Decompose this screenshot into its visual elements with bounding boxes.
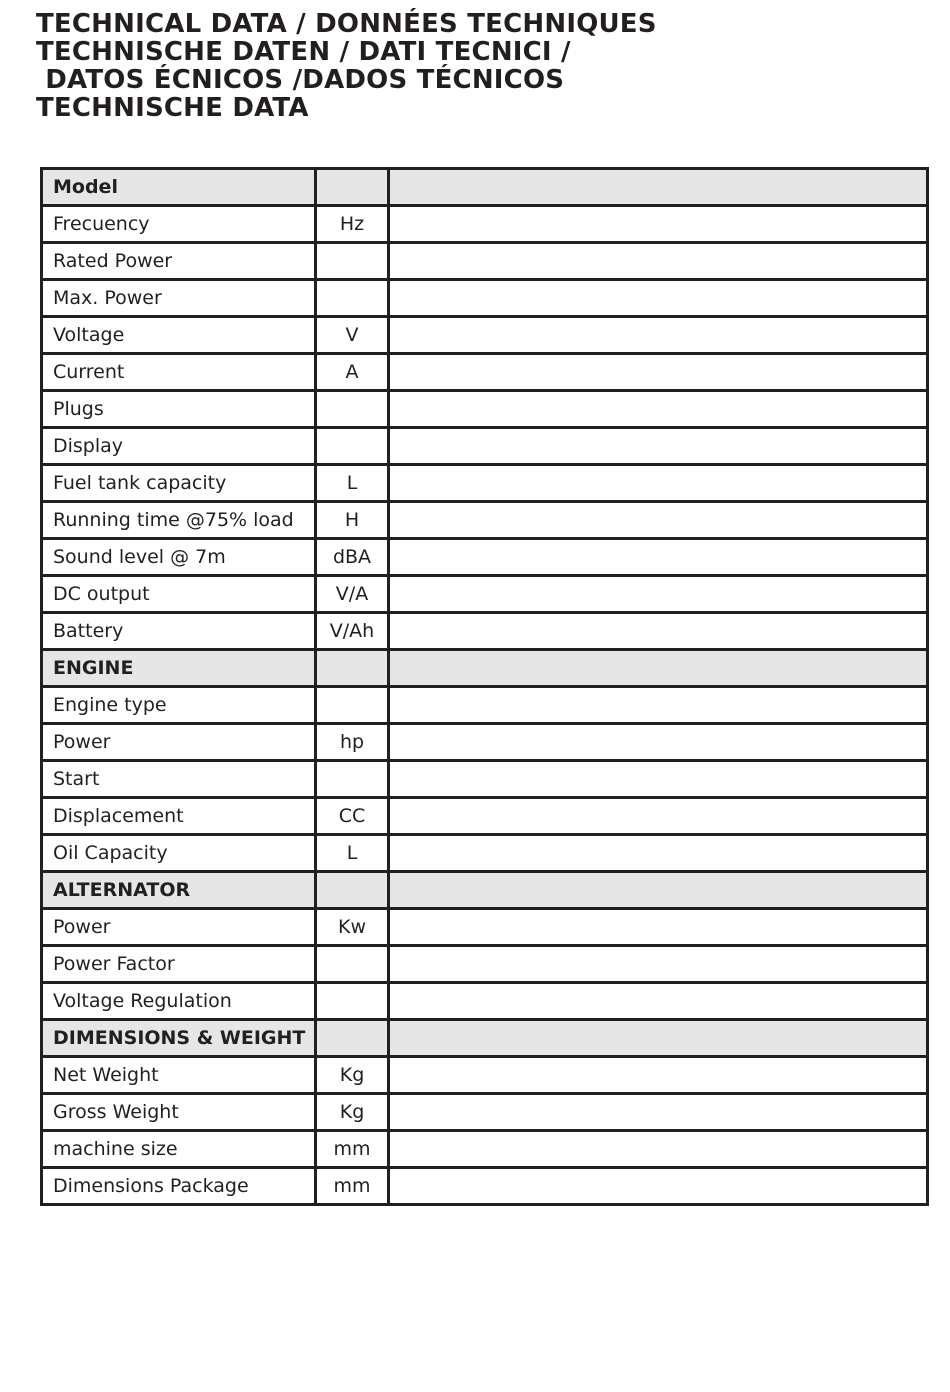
table-row xyxy=(42,539,928,576)
row-value xyxy=(389,650,928,687)
row-unit: V/A xyxy=(316,576,389,613)
row-value xyxy=(389,243,928,280)
row-unit xyxy=(316,280,389,317)
row-label: Rated Power xyxy=(42,243,316,280)
table-row xyxy=(42,946,928,983)
table-row xyxy=(42,687,928,724)
row-value xyxy=(389,1168,928,1205)
row-unit: mm xyxy=(316,1131,389,1168)
row-unit: Hz xyxy=(316,206,389,243)
row-value xyxy=(389,1020,928,1057)
row-unit: mm xyxy=(316,1168,389,1205)
row-value xyxy=(389,761,928,798)
row-value xyxy=(389,724,928,761)
row-unit xyxy=(316,872,389,909)
row-label: Engine type xyxy=(42,687,316,724)
row-unit xyxy=(316,687,389,724)
row-value xyxy=(389,909,928,946)
row-label: Net Weight xyxy=(42,1057,316,1094)
table-row xyxy=(42,835,928,872)
row-unit: Kw xyxy=(316,909,389,946)
table-row xyxy=(42,1094,928,1131)
row-unit: L xyxy=(316,835,389,872)
table-row xyxy=(42,724,928,761)
row-label: Display xyxy=(42,428,316,465)
row-label: DC output xyxy=(42,576,316,613)
row-value xyxy=(389,169,928,206)
row-unit: Kg xyxy=(316,1094,389,1131)
technical-data-table-body xyxy=(42,169,928,1205)
row-label: Fuel tank capacity xyxy=(42,465,316,502)
table-row xyxy=(42,761,928,798)
table-row xyxy=(42,206,928,243)
row-unit xyxy=(316,1020,389,1057)
row-label: Gross Weight xyxy=(42,1094,316,1131)
page-title xyxy=(36,10,657,122)
row-value xyxy=(389,428,928,465)
table-row xyxy=(42,243,928,280)
row-value xyxy=(389,798,928,835)
row-label: Power xyxy=(42,909,316,946)
row-value xyxy=(389,946,928,983)
row-label: DIMENSIONS & WEIGHT xyxy=(42,1020,316,1057)
row-label: Oil Capacity xyxy=(42,835,316,872)
row-unit: A xyxy=(316,354,389,391)
row-unit xyxy=(316,761,389,798)
row-unit xyxy=(316,983,389,1020)
table-row xyxy=(42,576,928,613)
row-label: Running time @75% load xyxy=(42,502,316,539)
row-label: Voltage Regulation xyxy=(42,983,316,1020)
row-value xyxy=(389,835,928,872)
row-value xyxy=(389,280,928,317)
title-line: TECHNISCHE DATA xyxy=(36,93,309,123)
title-line: TECHNICAL DATA / DONNÉES TECHNIQUES xyxy=(36,9,657,39)
row-value xyxy=(389,354,928,391)
row-value xyxy=(389,465,928,502)
row-label: ALTERNATOR xyxy=(42,872,316,909)
table-row xyxy=(42,428,928,465)
table-row xyxy=(42,909,928,946)
row-label: ENGINE xyxy=(42,650,316,687)
technical-data-table xyxy=(40,167,929,1206)
row-label: Dimensions Package xyxy=(42,1168,316,1205)
row-unit: V xyxy=(316,317,389,354)
row-value xyxy=(389,1131,928,1168)
row-value xyxy=(389,502,928,539)
row-label: Power Factor xyxy=(42,946,316,983)
row-label: Model xyxy=(42,169,316,206)
table-row xyxy=(42,391,928,428)
table-row xyxy=(42,613,928,650)
row-unit xyxy=(316,428,389,465)
row-value xyxy=(389,1094,928,1131)
section-header-row xyxy=(42,169,928,206)
row-value xyxy=(389,613,928,650)
row-unit xyxy=(316,946,389,983)
row-unit: H xyxy=(316,502,389,539)
row-label: Battery xyxy=(42,613,316,650)
table-row xyxy=(42,1168,928,1205)
row-unit: L xyxy=(316,465,389,502)
row-unit xyxy=(316,391,389,428)
row-value xyxy=(389,872,928,909)
row-value xyxy=(389,317,928,354)
table-row xyxy=(42,354,928,391)
section-header-row xyxy=(42,872,928,909)
table-row xyxy=(42,317,928,354)
section-header-row xyxy=(42,1020,928,1057)
row-value xyxy=(389,983,928,1020)
table-row xyxy=(42,280,928,317)
row-label: Current xyxy=(42,354,316,391)
row-label: Frecuency xyxy=(42,206,316,243)
row-label: Plugs xyxy=(42,391,316,428)
table-row xyxy=(42,798,928,835)
row-unit xyxy=(316,650,389,687)
row-value xyxy=(389,1057,928,1094)
row-label: Power xyxy=(42,724,316,761)
row-label: Voltage xyxy=(42,317,316,354)
section-header-row xyxy=(42,650,928,687)
row-unit xyxy=(316,243,389,280)
row-label: machine size xyxy=(42,1131,316,1168)
row-value xyxy=(389,391,928,428)
row-unit: hp xyxy=(316,724,389,761)
row-unit: CC xyxy=(316,798,389,835)
row-unit xyxy=(316,169,389,206)
row-value xyxy=(389,539,928,576)
table-row xyxy=(42,1057,928,1094)
row-value xyxy=(389,206,928,243)
row-unit: Kg xyxy=(316,1057,389,1094)
table-row xyxy=(42,465,928,502)
table-row xyxy=(42,983,928,1020)
title-line: DATOS ÉCNICOS /DADOS TÉCNICOS xyxy=(36,65,565,95)
row-value xyxy=(389,576,928,613)
table-row xyxy=(42,1131,928,1168)
row-label: Displacement xyxy=(42,798,316,835)
row-unit: V/Ah xyxy=(316,613,389,650)
row-value xyxy=(389,687,928,724)
title-line: TECHNISCHE DATEN / DATI TECNICI / xyxy=(36,37,571,67)
table-row xyxy=(42,502,928,539)
row-label: Start xyxy=(42,761,316,798)
row-unit: dBA xyxy=(316,539,389,576)
row-label: Sound level @ 7m xyxy=(42,539,316,576)
row-label: Max. Power xyxy=(42,280,316,317)
